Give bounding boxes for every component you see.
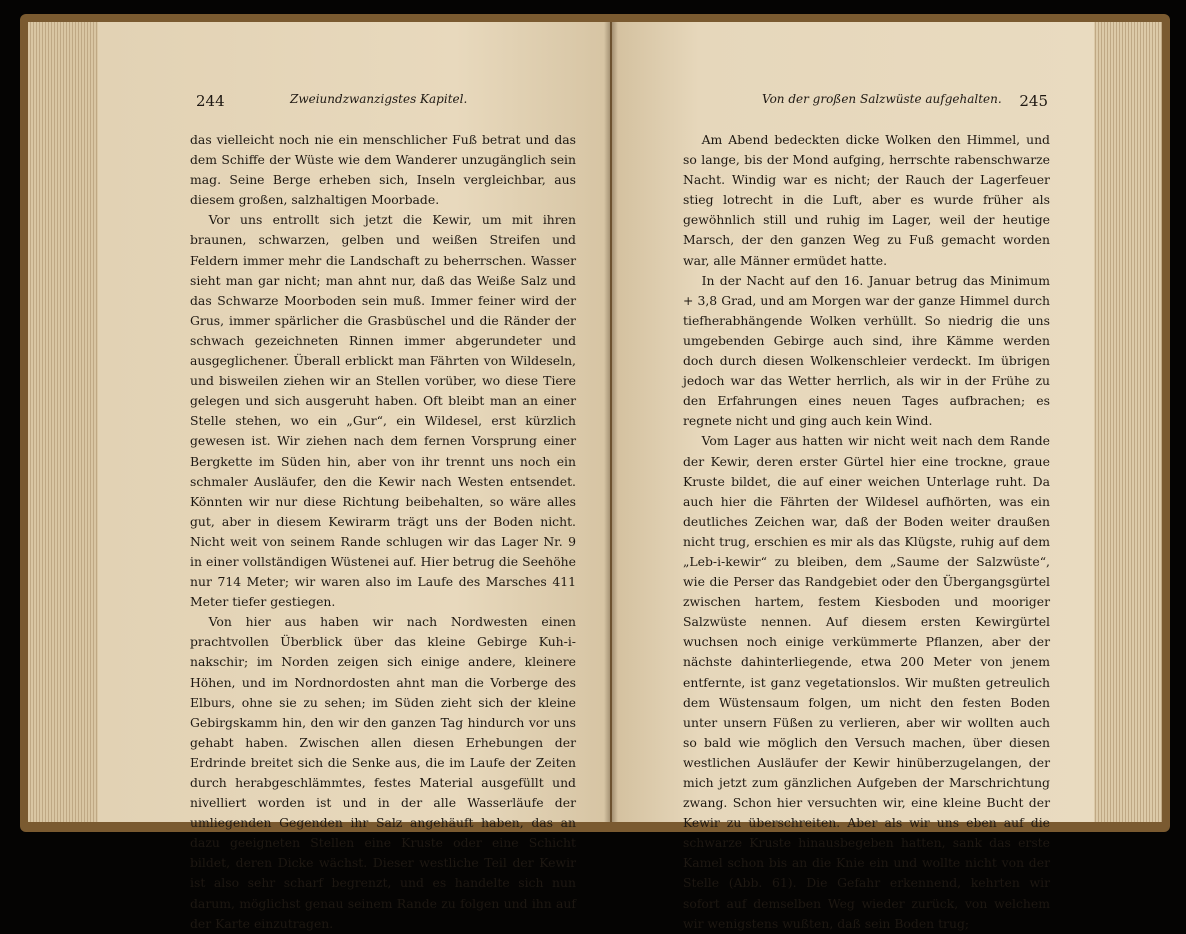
- book-gutter: [604, 22, 618, 822]
- left-paragraph-3: Von hier aus haben wir nach Nordwesten einen prachtvollen Überblick über das kleine Gebirge Kuh-i-nakschir; im Norden zeigen sich einige andere, kleinere Höhen, und im Nordnordosten ahnt man die Vorberge des Elburs, ohne sie zu sehen; im Süden zieht sich der kleine Gebirgskamm hin, den wir den ganzen Tag hindurch vor uns gehabt haben. Zwischen allen diesen Erhebungen der Erdrinde breitet sich die Senke aus, die im Laufe der Zeiten durch herabgeschlämmtes, festes Material ausgefüllt und nivelliert worden ist und in der alle Wasserläufe der umliegenden Gegenden ihr Salz angehäuft haben, das an dazu geeigneten Stellen eine Kruste oder eine Schicht bildet, deren Dicke wächst. Dieser westliche Teil der Kewir ist also sehr scharf begrenzt, und es handelte sich nun darum, möglichst genau seinem Rande zu folgen und ihn auf der Karte einzutragen.: [190, 614, 576, 931]
- page-edges-right: [1092, 22, 1162, 822]
- right-paragraph-1: Am Abend bedeckten dicke Wolken den Himmel, und so lange, bis der Mond aufging, herrschte rabenschwarze Nacht. Windig war es nicht; der Rauch der Lagerfeuer stieg lotrecht in die Luft, aber es wurde früher als gewöhnlich still und ruhig im Lager, weil der heutige Marsch, der den ganzen Weg zu Fuß gemacht worden war, alle Männer ermüdet hatte.: [683, 132, 1050, 268]
- left-running-head: Zweiundzwanzigstes Kapitel.: [290, 92, 468, 106]
- right-running-head: Von der großen Salzwüste aufgehalten.: [762, 92, 1002, 106]
- right-page: [612, 22, 1094, 931]
- page-edges-left: [28, 22, 100, 822]
- right-page-number: 245: [1019, 92, 1048, 110]
- right-paragraph-3: Vom Lager aus hatten wir nicht weit nach dem Rande der Kewir, deren erster Gürtel hier eine trockne, graue Kruste bildet, die auf einer weichen Unterlage ruht. Da auch hier die Fährten der Wildesel aufhörten, was ein deutliches Zeichen war, daß der Boden weiter draußen nicht trug, erschien es mir als das Klügste, ruhig auf dem „Leb-i-kewir“ zu bleiben, dem „Saume der Salzwüste“, wie die Perser das Randgebiet oder den Übergangsgürtel zwischen hartem, festem Kiesboden und mooriger Salzwüste nennen. Auf diesem ersten Kewirgürtel wuchsen noch einige verkümmerte Pflanzen, aber der nächste dahinterliegende, etwa 200 Meter von jenem entfernte, ist ganz vegetationslos. Wir mußten getreulich dem Wüstensaum folgen, um nicht den festen Boden unter unsern Füßen zu verlieren, aber wir wollten auch so bald wie möglich den Versuch machen, über diesen westlichen Ausläufer der Kewir hinüberzugelangen, der mich jetzt zum gänzlichen Aufgeben der Marschrichtung zwang. Schon hier versuchten wir, eine kleine Bucht der Kewir zu überschreiten. Aber als wir uns eben auf die schwarze Kruste hinausbegeben hatten, sank das erste Kamel schon bis an die Knie ein und wollte nicht von der Stelle (Abb. 61). Die Gefahr erkennend, kehrten wir sofort auf demselben Weg wieder zurück, von welchem wir wenigstens wußten, daß sein Boden trug;: [683, 433, 1050, 931]
- left-page: [98, 22, 610, 931]
- right-paragraph-2: In der Nacht auf den 16. Januar betrug das Minimum + 3,8 Grad, und am Morgen war der ganze Himmel durch tiefherabhängende Wolken verhüllt. So niedrig die uns umgebenden Gebirge auch sind, ihre Kämme werden doch durch diesen Wolkenschleier verdeckt. Im übrigen jedoch war das Wetter herrlich, als wir in der Frühe zu den Erfahrungen eines neuen Tages aufbrachen; es regnete nicht und ging auch kein Wind.: [683, 272, 1050, 429]
- right-page-body: [683, 130, 1050, 934]
- left-page-body: [190, 130, 576, 934]
- left-paragraph-1: das vielleicht noch nie ein menschlicher Fuß betrat und das dem Schiffe der Wüste wie dem Wanderer unzugänglich sein mag. Seine Berge erheben sich, Inseln vergleichbar, aus diesem großen, salzhaltigen Moorbade.: [190, 132, 576, 208]
- left-paragraph-2: Vor uns entrollt sich jetzt die Kewir, um mit ihren braunen, schwarzen, gelben und weißen Streifen und Feldern immer mehr die Landschaft zu beherrschen. Wasser sieht man gar nicht; man ahnt nur, daß das Weiße Salz und das Schwarze Moorboden sein muß. Immer feiner wird der Grus, immer spärlicher die Grasbüschel und die Ränder der schwach gezeichneten Rinnen immer abgerundeter und ausgeglichener. Überall erblickt man Fährten von Wildeseln, und bisweilen ziehen wir an Stellen vorüber, wo diese Tiere gelegen und sich ausgeruht haben. Oft bleibt man an einer Stelle stehen, wo ein „Gur“, ein Wildesel, erst kürzlich gewesen ist. Wir ziehen nach dem fernen Vorsprung einer Bergkette im Süden hin, aber von ihr trennt uns noch ein schmaler Ausläufer, den die Kewir nach Westen entsendet. Könnten wir nur diese Richtung beibehalten, so wäre alles gut, aber in diesem Kewirarm trägt uns der Boden nicht. Nicht weit von seinem Rande schlugen wir das Lager Nr. 9 in einer vollständigen Wüstenei auf. Hier betrug die Seehöhe nur 714 Meter; wir waren also im Laufe des Marsches 411 Meter tiefer gestiegen.: [190, 212, 576, 610]
- left-page-number: 244: [196, 92, 225, 110]
